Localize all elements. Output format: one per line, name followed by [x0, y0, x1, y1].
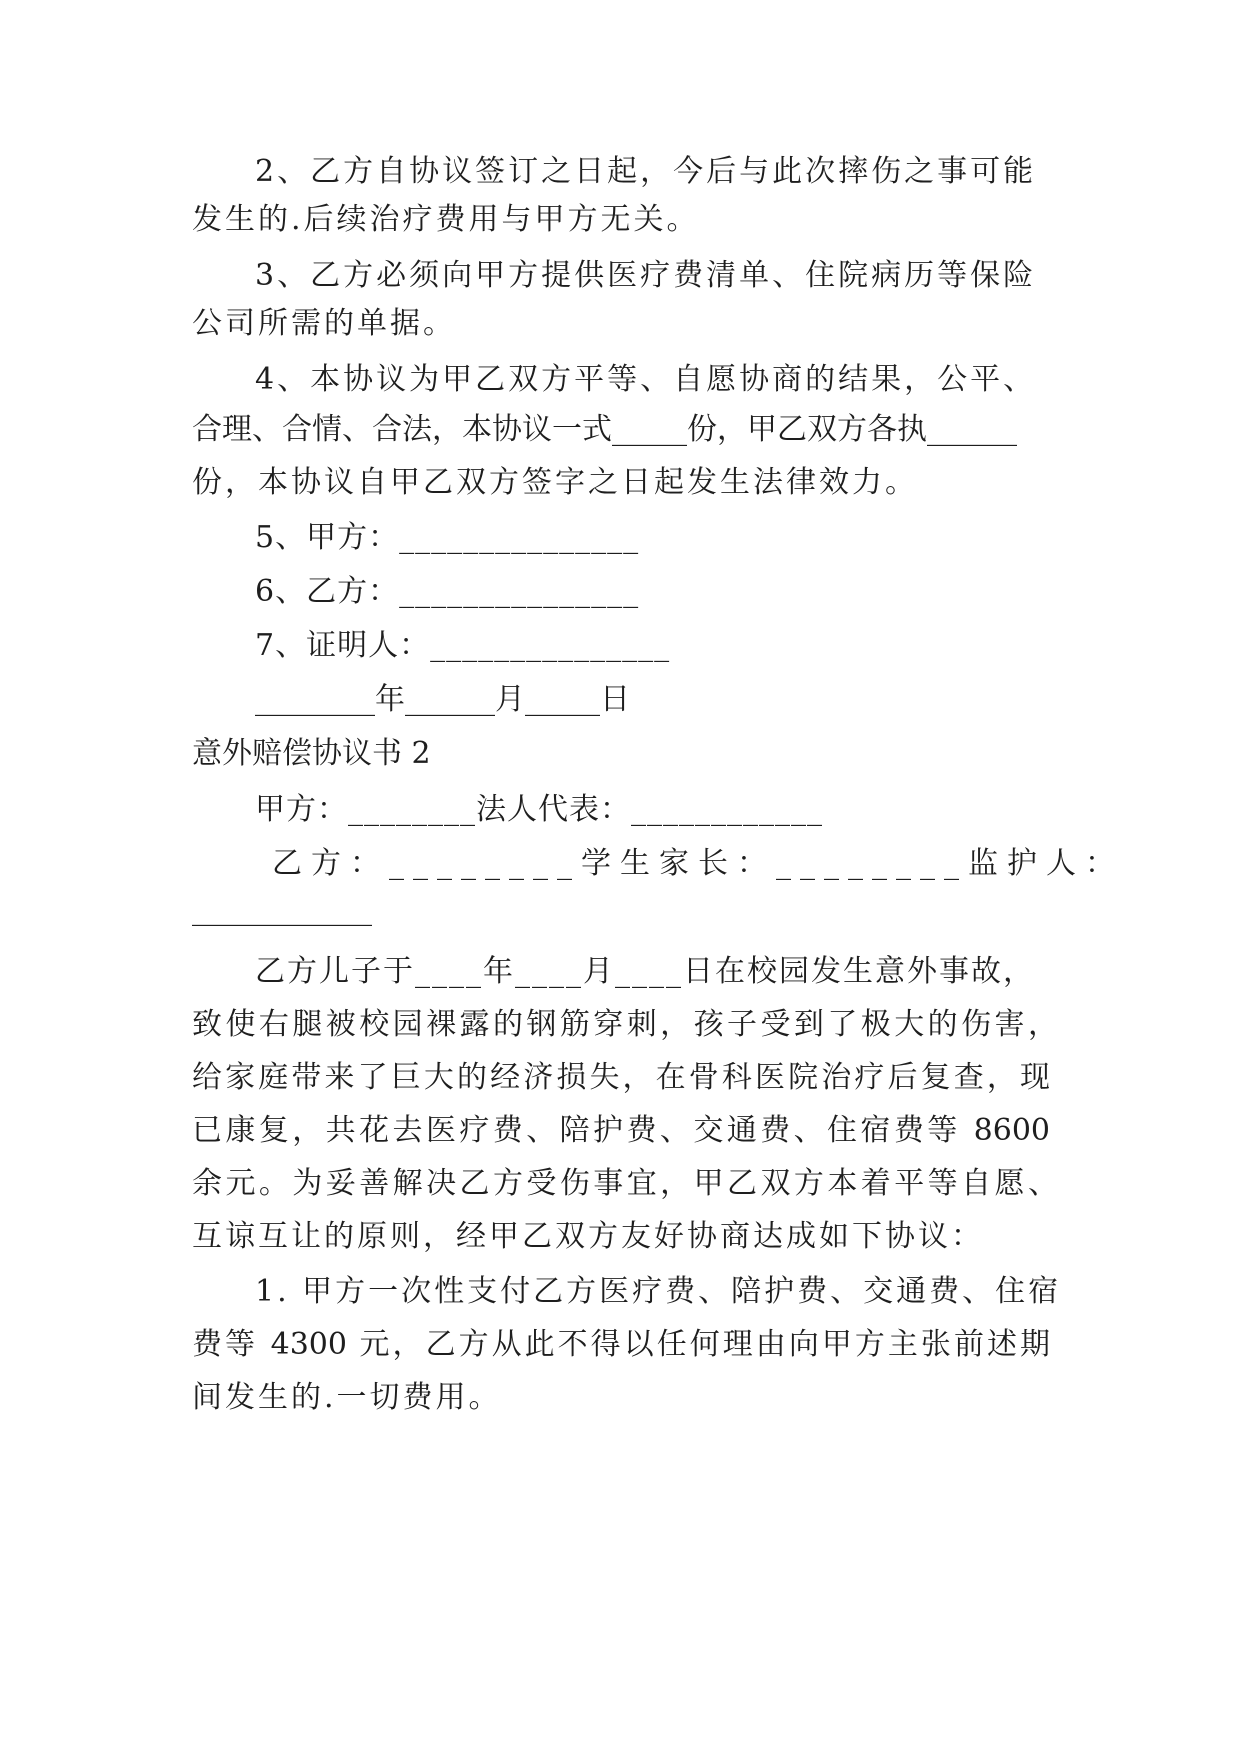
agreement-clause-1-line-3: 间发生的.一切费用。: [192, 1380, 502, 1415]
incident-line-3: 给家庭带来了巨大的经济损失，在骨科医院治疗后复查，现: [192, 1060, 1050, 1095]
document-title: 意外赔偿协议书 2: [192, 736, 431, 771]
agreement-clause-1-line-2: 费等 4300 元，乙方从此不得以任何理由向甲方主张前述期: [192, 1327, 1050, 1362]
incident-line-1: 乙方儿子于____年____月____日在校园发生意外事故，: [255, 954, 1035, 989]
witness-signature-line: 7、证明人：_______________: [255, 628, 671, 663]
clause-4-line-1: 4、本协议为甲乙双方平等、自愿协商的结果，公平、: [255, 362, 1037, 397]
clause-4-line-2: 合理、合情、合法，本协议一式_____份，甲乙双方各执______: [192, 412, 1017, 447]
clause-3-line-1: 3、乙方必须向甲方提供医疗费清单、住院病历等保险: [255, 258, 1037, 293]
clause-2-line-2: 发生的.后续治疗费用与甲方无关。: [192, 202, 700, 237]
clause-3-line-2: 公司所需的单据。: [192, 306, 456, 341]
incident-line-2: 致使右腿被校园裸露的钢筋穿刺，孩子受到了极大的伤害，: [192, 1007, 1058, 1042]
guardian-blank-line: ____________: [192, 892, 372, 927]
party-a-signature-line: 5、甲方：_______________: [255, 520, 640, 555]
clause-2-line-1: 2、乙方自协议签订之日起，今后与此次摔伤之事可能: [255, 154, 1037, 189]
party-b-info-line: 乙方：________学生家长：________监护人：: [272, 846, 1124, 881]
clause-4-line-3: 份，本协议自甲乙双方签字之日起发生法律效力。: [192, 465, 918, 500]
incident-line-5: 余元。为妥善解决乙方受伤事宜，甲乙双方本着平等自愿、: [192, 1166, 1058, 1201]
party-b-signature-line: 6、乙方：_______________: [255, 574, 640, 609]
date-line: ________年______月_____日: [255, 682, 630, 717]
incident-line-6: 互谅互让的原则，经甲乙双方友好协商达成如下协议：: [192, 1219, 984, 1254]
incident-line-4: 已康复，共花去医疗费、陪护费、交通费、住宿费等 8600: [192, 1113, 1050, 1148]
agreement-clause-1-line-1: 1. 甲方一次性支付乙方医疗费、陪护费、交通费、住宿: [255, 1274, 1062, 1309]
party-a-info-line: 甲方：________法人代表：____________: [255, 792, 823, 827]
